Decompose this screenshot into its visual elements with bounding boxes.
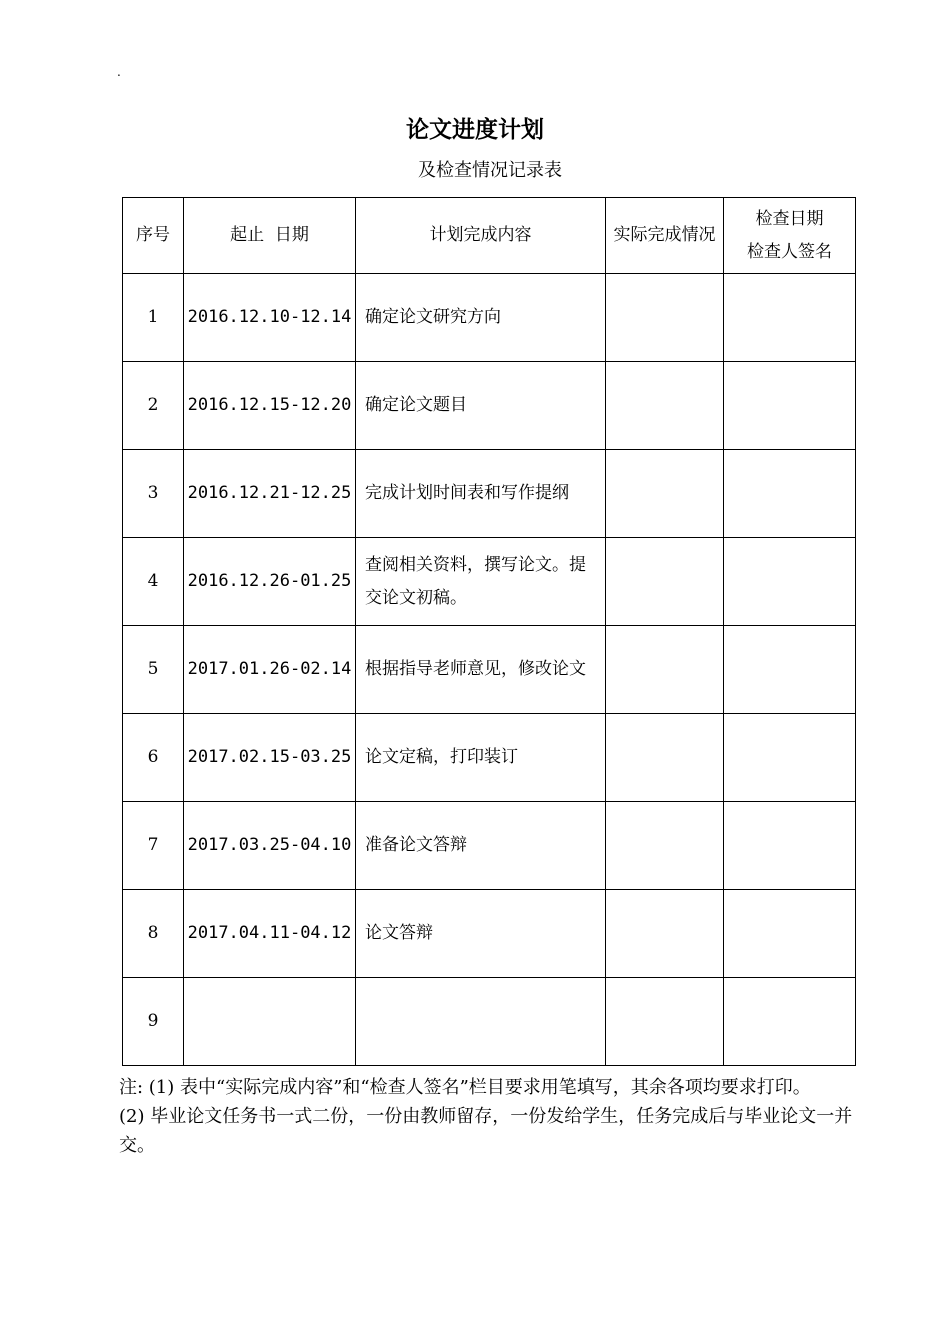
table-body (123, 274, 856, 1066)
cell-actual (606, 538, 724, 626)
table-row (123, 274, 856, 362)
cell-actual (606, 450, 724, 538)
cell-actual (606, 362, 724, 450)
table-row (123, 626, 856, 714)
cell-check (724, 626, 856, 714)
table-row (123, 978, 856, 1066)
notes (119, 1073, 879, 1160)
header-date: 起止 日期 (184, 198, 356, 274)
cell-date: 2017.02.15-03.25 (184, 714, 356, 802)
cell-date: 2016.12.15-12.20 (184, 362, 356, 450)
cell-plan: 完成计划时间表和写作提纲 (356, 450, 606, 538)
cell-check (724, 802, 856, 890)
cell-date: 2017.01.26-02.14 (184, 626, 356, 714)
cell-plan (356, 978, 606, 1066)
table-row (123, 362, 856, 450)
cell-no: 1 (123, 274, 184, 362)
cell-actual (606, 274, 724, 362)
cell-actual (606, 978, 724, 1066)
page-dot: . (117, 65, 121, 79)
header-check (724, 198, 856, 274)
cell-plan: 论文答辩 (356, 890, 606, 978)
cell-plan: 确定论文题目 (356, 362, 606, 450)
header-actual: 实际完成情况 (606, 198, 724, 274)
cell-date: 2016.12.26-01.25 (184, 538, 356, 626)
cell-plan: 准备论文答辩 (356, 802, 606, 890)
cell-check (724, 890, 856, 978)
table-header-row (123, 198, 856, 274)
cell-plan: 查阅相关资料，撰写论文。提交论文初稿。 (356, 538, 606, 626)
header-check-date: 检查日期 (755, 208, 824, 229)
cell-no: 3 (123, 450, 184, 538)
page-subtitle: 及检查情况记录表 (418, 160, 562, 181)
cell-no: 2 (123, 362, 184, 450)
cell-actual (606, 626, 724, 714)
header-plan: 计划完成内容 (356, 198, 606, 274)
cell-check (724, 978, 856, 1066)
table-row (123, 714, 856, 802)
page-title: 论文进度计划 (406, 117, 544, 143)
table-row (123, 450, 856, 538)
cell-actual (606, 890, 724, 978)
cell-no: 6 (123, 714, 184, 802)
cell-date: 2017.04.11-04.12 (184, 890, 356, 978)
cell-date (184, 978, 356, 1066)
cell-check (724, 274, 856, 362)
cell-no: 8 (123, 890, 184, 978)
cell-plan: 论文定稿，打印装订 (356, 714, 606, 802)
cell-check (724, 362, 856, 450)
header-check-signature: 检查人签名 (747, 241, 832, 262)
table-row (123, 538, 856, 626)
cell-check (724, 714, 856, 802)
header-no: 序号 (123, 198, 184, 274)
table-row (123, 802, 856, 890)
cell-actual (606, 802, 724, 890)
cell-no: 4 (123, 538, 184, 626)
table-row (123, 890, 856, 978)
cell-no: 7 (123, 802, 184, 890)
cell-date: 2016.12.21-12.25 (184, 450, 356, 538)
cell-date: 2017.03.25-04.10 (184, 802, 356, 890)
cell-check (724, 450, 856, 538)
schedule-table (122, 197, 856, 1066)
cell-check (724, 538, 856, 626)
cell-no: 5 (123, 626, 184, 714)
note-2: (2) 毕业论文任务书一式二份，一份由教师留存，一份发给学生，任务完成后与毕业论文一并交。 (119, 1106, 853, 1156)
cell-plan: 根据指导老师意见，修改论文 (356, 626, 606, 714)
cell-date: 2016.12.10-12.14 (184, 274, 356, 362)
cell-actual (606, 714, 724, 802)
note-1: 注: (1) 表中“实际完成内容”和“检查人签名”栏目要求用笔填写，其余各项均要求打印。 (119, 1077, 811, 1098)
cell-plan: 确定论文研究方向 (356, 274, 606, 362)
cell-no: 9 (123, 978, 184, 1066)
